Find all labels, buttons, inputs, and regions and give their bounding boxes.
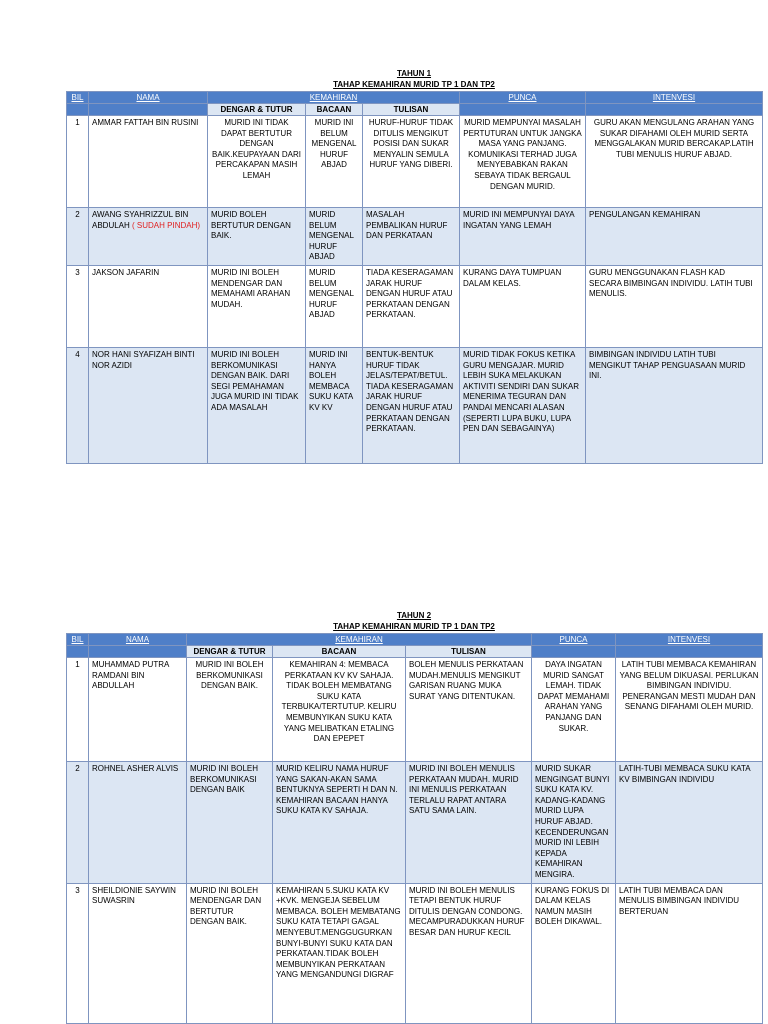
table-header-row — [67, 634, 763, 646]
cell-punca: DAYA INGATAN MURID SANGAT LEMAH. TIDAK DAPAT MEMAHAMI ARAHAN YANG PANJANG DAN SUKAR. — [532, 658, 616, 762]
header-nama: NAMA — [89, 92, 208, 104]
cell-bil: 1 — [67, 658, 89, 762]
student-name: JAKSON JAFARIN — [92, 268, 160, 277]
section-subtitle: TAHAP KEMAHIRAN MURID TP 1 DAN TP2 — [333, 80, 495, 89]
cell-nama — [89, 348, 208, 464]
cell-intervensi: GURU MENGGUNAKAN FLASH KAD SECARA BIMBINGAN INDIVIDU. LATIH TUBI MENULIS. — [586, 266, 763, 348]
cell-intervensi: LATIH-TUBI MEMBACA SUKU KATA KV BIMBINGAN INDIVIDU — [616, 762, 763, 884]
table-row — [67, 208, 763, 266]
table-header-row — [67, 92, 763, 104]
cell-punca: KURANG FOKUS DI DALAM KELAS NAMUN MASIH BOLEH DIKAWAL. — [532, 883, 616, 1023]
cell-bacaan: MURID BELUM MENGENAL HURUF ABJAD — [306, 208, 363, 266]
table-subheader-row — [67, 646, 763, 658]
cell-punca: MURID MEMPUNYAI MASALAH PERTUTURAN UNTUK JANGKA MASA YANG PANJANG. KOMUNIKASI TERHAD JUGA MENYEBABKAN RAKAN SEBAYA TIDAK BERGAUL DENGAN MURID. — [460, 116, 586, 208]
cell-bil: 3 — [67, 883, 89, 1023]
section-title: TAHUN 1 — [396, 69, 432, 78]
cell-tulisan: MURID INI BOLEH MENULIS TETAPI BENTUK HURUF DITULIS DENGAN CONDONG. MECAMPURADUKKAN HURUF BESAR DAN HURUF KECIL — [406, 883, 532, 1023]
cell-bacaan: MURID BELUM MENGENAL HURUF ABJAD — [306, 266, 363, 348]
table-row — [67, 348, 763, 464]
header-punca: PUNCA — [460, 92, 586, 104]
cell-punca: MURID INI MEMPUNYAI DAYA INGATAN YANG LEMAH — [460, 208, 586, 266]
table-row — [67, 116, 763, 208]
table-row — [67, 266, 763, 348]
subheader-tulisan: TULISAN — [363, 104, 460, 116]
skills-table-tahun-1 — [66, 91, 763, 464]
subheader-blank — [532, 646, 616, 658]
subheader-blank — [616, 646, 763, 658]
cell-bacaan: KEMAHIRAN 5.SUKU KATA KV +KVK. MENGEJA SEBELUM MEMBACA. BOLEH MEMBATANG SUKU KATA TETAPI GAGAL MENYEBUT.MENGGUGURKAN BUNYI-BUNYI SUKU KATA DAN PERKATAAN.TIDAK BOLEH MEMBUNYIKAN PERKATAAN YANG MENGANDUNGI DIGRAF — [273, 883, 406, 1023]
section-heading — [66, 610, 762, 632]
cell-nama — [89, 883, 187, 1023]
cell-bil: 1 — [67, 116, 89, 208]
cell-dengar: MURID INI BOLEH MENDENGAR DAN BERTUTUR DENGAN BAIK. — [187, 883, 273, 1023]
cell-tulisan: HURUF-HURUF TIDAK DITULIS MENGIKUT POSISI DAN SUKAR MENYALIN SEMULA HURUF YANG DIBERI. — [363, 116, 460, 208]
student-name: AWANG SYAHRIZZUL BIN ABDULAH — [92, 210, 189, 230]
header-intervensi: INTENVESI — [586, 92, 763, 104]
section-tahun-2 — [66, 610, 762, 1024]
cell-bacaan: KEMAHIRAN 4: MEMBACA PERKATAAN KV KV SAHAJA. TIDAK BOLEH MEMBATANG SUKU KATA TERBUKA/TERTUTUP. KELIRU MEMBUNYIKAN SUKU KATA YANG MELIBATKAN ETALING DAN EPEPET — [273, 658, 406, 762]
header-intervensi: INTENVESI — [616, 634, 763, 646]
cell-dengar: MURID INI BOLEH MENDENGAR DAN MEMAHAMI ARAHAN MUDAH. — [208, 266, 306, 348]
cell-bacaan: MURID INI BELUM MENGENAL HURUF ABJAD — [306, 116, 363, 208]
cell-nama — [89, 762, 187, 884]
section-tahun-1 — [66, 68, 762, 464]
subheader-bacaan: BACAAN — [273, 646, 406, 658]
subheader-blank — [89, 646, 187, 658]
cell-dengar: MURID INI TIDAK DAPAT BERTUTUR DENGAN BAIK.KEUPAYAAN DARI PERCAKAPAN MASIH LEMAH — [208, 116, 306, 208]
section-title: TAHUN 2 — [396, 611, 432, 620]
cell-bacaan: MURID INI HANYA BOLEH MEMBACA SUKU KATA KV KV — [306, 348, 363, 464]
cell-dengar: MURID INI BOLEH BERKOMUNIKASI DENGAN BAIK. — [187, 658, 273, 762]
cell-nama — [89, 116, 208, 208]
cell-dengar: MURID INI BOLEH BERKOMUNIKASI DENGAN BAIK — [187, 762, 273, 884]
header-punca: PUNCA — [532, 634, 616, 646]
cell-intervensi: LATIH TUBI MEMBACA DAN MENULIS BIMBINGAN INDIVIDU BERTERUAN — [616, 883, 763, 1023]
subheader-dengar: DENGAR & TUTUR — [187, 646, 273, 658]
subheader-bacaan: BACAAN — [306, 104, 363, 116]
cell-punca: MURID SUKAR MENGINGAT BUNYI SUKU KATA KV. KADANG-KADANG MURID LUPA HURUF ABJAD. KECENDERUNGAN MURID INI LEBIH KEPADA KEMAHIRAN MENGIRA. — [532, 762, 616, 884]
subheader-blank — [89, 104, 208, 116]
header-bil: BIL — [67, 92, 89, 104]
cell-punca: KURANG DAYA TUMPUAN DALAM KELAS. — [460, 266, 586, 348]
cell-intervensi: GURU AKAN MENGULANG ARAHAN YANG SUKAR DIFAHAMI OLEH MURID SERTA MENGGALAKAN MURID BERCAKAP.LATIH TUBI MENULIS HURUF ABJAD. — [586, 116, 763, 208]
header-kemahiran: KEMAHIRAN — [208, 92, 460, 104]
cell-bacaan: MURID KELIRU NAMA HURUF YANG SAKAN-AKAN SAMA BENTUKNYA SEPERTI H DAN N. KEMAHIRAN BACAAN HANYA SUKU KATA KV SAHAJA. — [273, 762, 406, 884]
section-heading — [66, 68, 762, 90]
table-row — [67, 658, 763, 762]
cell-bil: 3 — [67, 266, 89, 348]
subheader-blank — [67, 646, 89, 658]
cell-intervensi: LATIH TUBI MEMBACA KEMAHIRAN YANG BELUM DIKUASAI. PERLUKAN BIMBINGAN INDIVIDU. PENERANGAN MESTI MUDAH DAN SENANG DIFAHAMI OLEH MURID. — [616, 658, 763, 762]
header-kemahiran: KEMAHIRAN — [187, 634, 532, 646]
cell-dengar: MURID INI BOLEH BERKOMUNIKASI DENGAN BAIK. DARI SEGI PEMAHAMAN JUGA MURID INI TIDAK ADA MASALAH — [208, 348, 306, 464]
cell-bil: 2 — [67, 762, 89, 884]
cell-nama — [89, 266, 208, 348]
table-row — [67, 883, 763, 1023]
cell-bil: 2 — [67, 208, 89, 266]
cell-dengar: MURID BOLEH BERTUTUR DENGAN BAIK. — [208, 208, 306, 266]
table-row — [67, 762, 763, 884]
header-nama: NAMA — [89, 634, 187, 646]
cell-nama — [89, 658, 187, 762]
student-name: ROHNEL ASHER ALVIS — [92, 764, 179, 773]
subheader-tulisan: TULISAN — [406, 646, 532, 658]
subheader-blank — [460, 104, 586, 116]
cell-intervensi: BIMBINGAN INDIVIDU LATIH TUBI MENGIKUT TAHAP PENGUASAAN MURID INI. — [586, 348, 763, 464]
subheader-blank — [586, 104, 763, 116]
cell-punca: MURID TIDAK FOKUS KETIKA GURU MENGAJAR. MURID LEBIH SUKA MELAKUKAN AKTIVITI SENDIRI DAN SUKAR MENERIMA TEGURAN DAN PANDAI MENCARI ALASAN (SEPERTI LUPA BUKU, LUPA PEN DAN SEBAGAINYA) — [460, 348, 586, 464]
subheader-dengar: DENGAR & TUTUR — [208, 104, 306, 116]
subheader-blank — [67, 104, 89, 116]
header-bil: BIL — [67, 634, 89, 646]
cell-tulisan: TIADA KESERAGAMAN JARAK HURUF DENGAN HURUF ATAU PERKATAAN DENGAN PERKATAAN. — [363, 266, 460, 348]
cell-tulisan: MASALAH PEMBALIKAN HURUF DAN PERKATAAN — [363, 208, 460, 266]
table-subheader-row — [67, 104, 763, 116]
section-subtitle: TAHAP KEMAHIRAN MURID TP 1 DAN TP2 — [333, 622, 495, 631]
cell-tulisan: MURID INI BOLEH MENULIS PERKATAAN MUDAH. MURID INI MENULIS PERKATAAN TERLALU RAPAT ANTARA SATU SAMA LAIN. — [406, 762, 532, 884]
student-name: SHEILDIONIE SAYWIN SUWASRIN — [92, 885, 176, 906]
cell-tulisan: BENTUK-BENTUK HURUF TIDAK JELAS/TEPAT/BETUL. TIADA KESERAGAMAN JARAK HURUF DENGAN HURUF ATAU PERKATAAN DENGAN PERKATAAN. — [363, 348, 460, 464]
transfer-note: ( SUDAH PINDAH) — [132, 220, 201, 230]
student-name: NOR HANI SYAFIZAH BINTI NOR AZIDI — [92, 350, 195, 370]
student-name: AMMAR FATTAH BIN RUSINI — [92, 118, 199, 127]
student-name: MUHAMMAD PUTRA RAMDANI BIN ABDULLAH — [92, 660, 169, 691]
cell-nama — [89, 208, 208, 266]
cell-bil: 4 — [67, 348, 89, 464]
cell-tulisan: BOLEH MENULIS PERKATAAN MUDAH.MENULIS MENGIKUT GARISAN RUANG MUKA SURAT YANG DITENTUKAN. — [406, 658, 532, 762]
skills-table-tahun-2 — [66, 633, 763, 1024]
cell-intervensi: PENGULANGAN KEMAHIRAN — [586, 208, 763, 266]
